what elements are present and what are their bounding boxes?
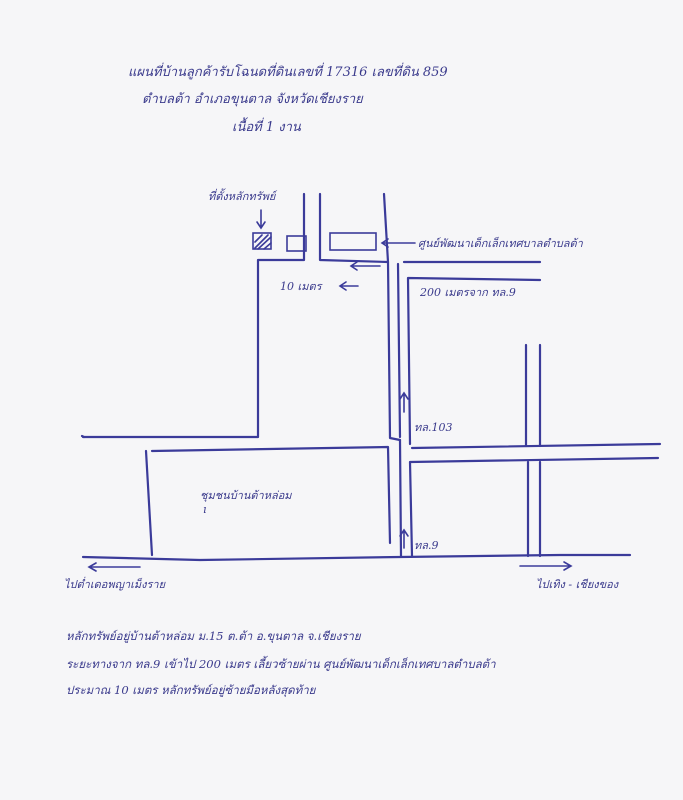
distance-200m-label: 200 เมตรจาก ทล.9 <box>420 286 516 299</box>
note-line-1: หลักทรัพย์อยู่บ้านต้าหล่อม ม.15 ต.ต้า อ.ขุนตาล จ.เชียงราย <box>66 629 361 643</box>
right-soi-edges <box>526 345 540 556</box>
note-line-3: ประมาณ 10 เมตร หลักทรัพย์อยู่ซ้ายมือหลังสุดท้าย <box>66 683 316 697</box>
highway-9-upper-edge <box>83 194 400 440</box>
map-subtitle-location: ตำบลต้า อำเภอขุนตาล จังหวัดเชียงราย <box>142 92 363 107</box>
distance-10m-label: 10 เมตร <box>280 280 322 293</box>
community-label: ชุมชนบ้านต้าหล่อม <box>200 489 292 502</box>
west-arrow <box>89 563 140 571</box>
road-9-label: ทล.9 <box>414 539 439 552</box>
note-line-2: ระยะทางจาก ทล.9 เข้าไป 200 เมตร เลี้ยวซ้ายผ่าน ศูนย์พัฒนาเด็กเล็กเทศบาลตำบลต้า <box>66 657 496 671</box>
house-label: ที่ตั้งหลักทรัพย์ <box>208 190 276 203</box>
north-arrow-upper <box>400 393 408 412</box>
east-arrow <box>520 562 571 570</box>
map-title: แผนที่บ้านลูกค้ารับโฉนดที่ดินเลขที่ 17316 เลขที่ดิน 859 <box>128 65 448 80</box>
road-103-north-edges <box>384 194 540 444</box>
map-subtitle-area: เนื้อที่ 1 งาน <box>232 120 301 135</box>
ten-meter-arrow <box>340 282 358 290</box>
buildings <box>253 233 376 251</box>
road-103-label: ทล.103 <box>414 421 453 434</box>
to-right-label: ไปเทิง - เชียงของ <box>536 578 619 591</box>
center-pointer-arrow <box>382 239 415 247</box>
direction-arrows <box>89 210 571 571</box>
child-center-building <box>330 233 376 250</box>
left-soi-edges <box>82 436 152 555</box>
svg-text:ı: ı <box>203 503 207 516</box>
turn-left-arrow <box>351 262 380 270</box>
child-center-label: ศูนย์พัฒนาเด็กเล็กเทศบาลตำบลต้า <box>418 237 583 250</box>
road-103-right-edge <box>410 444 660 556</box>
road-103-left-edge <box>400 440 401 556</box>
house-pointer-arrow <box>257 210 265 228</box>
highway-9-lower-edge <box>83 555 630 560</box>
to-left-label: ไปต่ำเดอพญาเม็งราย <box>64 578 166 591</box>
